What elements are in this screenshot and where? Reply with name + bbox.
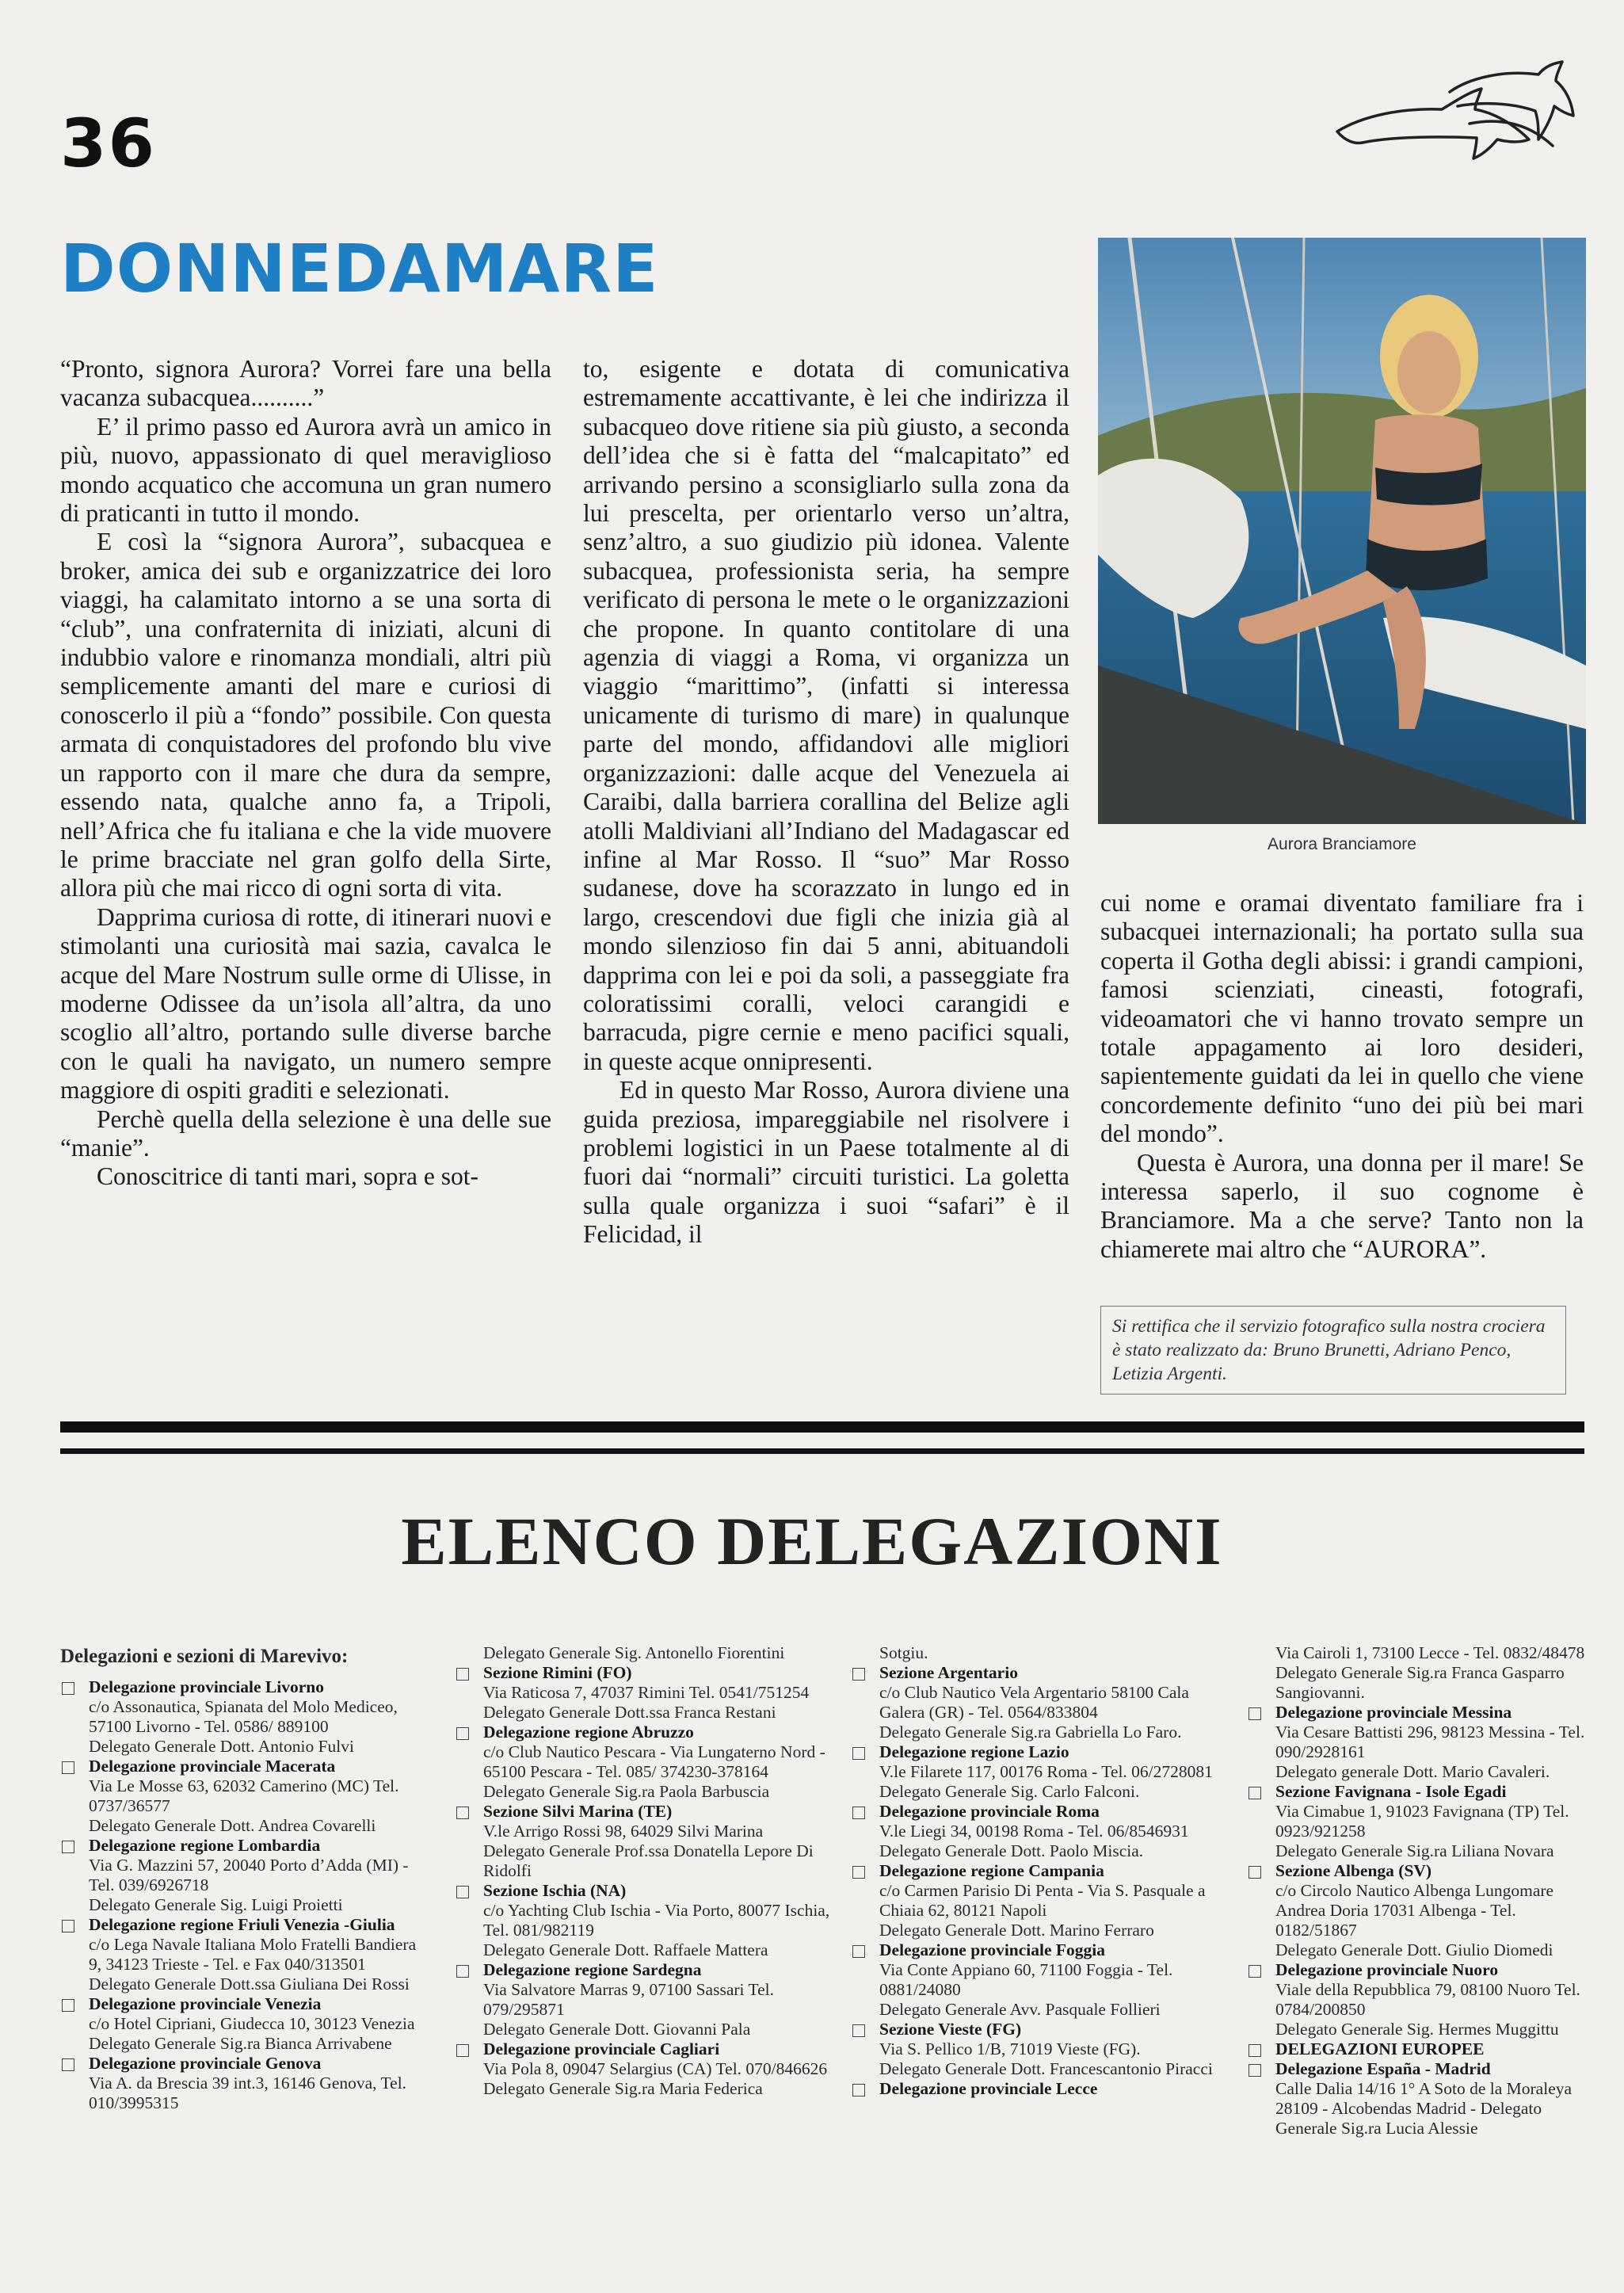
checkbox-icon (852, 1945, 865, 1958)
checkbox-icon (1248, 1787, 1261, 1799)
article-paragraph: cui nome e oramai diventato familiare fra i subacquei internazionali; ha portato sulla sua coperta il Gotha degli abissi: i grandi campioni, famosi scienziati, cineasti, fotografi, videoamatori che vi hanno trovato sempre un totale appagamento ai loro desideri, sapientemente guidati da lei in quello che viene concordemente definito “uno dei più bei mari del mondo”. (1100, 889, 1584, 1148)
delegation-title: Sezione Ischia (NA) (483, 1881, 627, 1900)
delegation-line: Delegato Generale Dott. Francescantonio Piracci (879, 2059, 1213, 2078)
checkbox-icon (1248, 1707, 1261, 1720)
dolphins-logo (1331, 60, 1576, 179)
delegation-entry (851, 1643, 1231, 1663)
delegation-line: Via Cimabue 1, 91023 Favignana (TP) Tel. 0923/921258 (1275, 1802, 1569, 1841)
delegation-title: Delegazione regione Lombardia (89, 1836, 321, 1855)
delegation-entry (851, 2079, 1231, 2099)
checkbox-icon (456, 1727, 469, 1740)
delegation-entry (455, 1643, 835, 1663)
delegation-title: Sezione Albenga (SV) (1275, 1861, 1432, 1880)
delegation-title: DELEGAZIONI EUROPEE (1275, 2039, 1485, 2058)
checkbox-icon (456, 1886, 469, 1898)
delegation-title: Sezione Rimini (FO) (483, 1663, 632, 1682)
delegation-title: Delegazione regione Lazio (879, 1742, 1069, 1761)
delegation-line: c/o Hotel Cipriani, Giudecca 10, 30123 Venezia (89, 2014, 415, 2033)
delegation-title: Delegazione provinciale Messina (1275, 1703, 1512, 1722)
delegation-line: Delegato Generale Sig.ra Franca Gasparro Sangiovanni. (1275, 1663, 1565, 1702)
article-paragraph: E così la “signora Aurora”, subacquea e broker, amica dei sub e organizzatrice dei loro viaggi, ha calamitato intorno a se una sorta di “club”, una confraternita di iniziati, alcuni di indubbio valore e rinomanza mondiali, altri più semplicemente amanti del mare e curiosi di conoscerlo il più a “fondo” possibile. Con questa armata di conquistadores del profondo blu vive un rapporto con il mare che dura da sempre, essendo nata, qualche anno fa, a Tripoli, nell’Africa che fu italiana e che la vide muovere le prime bracciate nel gran golfo della Sirte, allora più che mai ricco di ogni sorta di vita. (60, 528, 551, 902)
checkbox-icon (62, 1841, 74, 1853)
delegation-line: Delegato Generale Dott. Giulio Diomedi (1275, 1940, 1553, 1959)
delegation-line: Delegato Generale Avv. Pasquale Follieri (879, 2000, 1161, 2019)
elenco-title: ELENCO DELEGAZIONI (401, 1503, 1223, 1579)
article-column-1 (60, 355, 551, 1192)
delegation-entry (1247, 1960, 1595, 2039)
delegation-line: Delegato Generale Sig.ra Maria Federica (483, 2079, 763, 2098)
delegation-line: Via Le Mosse 63, 62032 Camerino (MC) Tel. 0737/36577 (89, 1776, 399, 1815)
delegation-line: c/o Club Nautico Vela Argentario 58100 Cala Galera (GR) - Tel. 0564/833804 (879, 1683, 1189, 1722)
delegation-entry (851, 2020, 1231, 2079)
delegation-entry (455, 2039, 835, 2099)
delegation-entry (1247, 1861, 1595, 1960)
delegation-title: Delegazione regione Friuli Venezia -Giulia (89, 1915, 395, 1934)
delegation-line: Viale della Repubblica 79, 08100 Nuoro Tel. 0784/200850 (1275, 1980, 1580, 2019)
delegation-line: c/o Lega Navale Italiana Molo Fratelli Bandiera 9, 34123 Trieste - Tel. e Fax 040/313501 (89, 1935, 417, 1974)
delegation-entry (455, 1802, 835, 1881)
delegation-line: Delegato Generale Prof.ssa Donatella Lepore Di Ridolfi (483, 1841, 814, 1880)
checkbox-icon (852, 1866, 865, 1879)
checkbox-icon (852, 2084, 865, 2097)
delegations-column-3 (851, 1643, 1231, 2099)
delegation-title: Sezione Silvi Marina (TE) (483, 1802, 673, 1821)
delegation-entry (851, 1802, 1231, 1861)
divider-thin (60, 1448, 1584, 1454)
article-paragraph: Conoscitrice di tanti mari, sopra e sot- (97, 1162, 479, 1191)
divider-thick (60, 1421, 1584, 1433)
delegation-line: Delegato Generale Sig.ra Bianca Arrivabene (89, 2034, 392, 2053)
delegation-line: c/o Assonautica, Spianata del Molo Mediceo, 57100 Livorno - Tel. 0586/ 889100 (89, 1697, 398, 1736)
checkbox-icon (1248, 1965, 1261, 1978)
delegation-entry (1247, 2039, 1595, 2059)
delegation-title: Delegazione provinciale Cagliari (483, 2039, 720, 2058)
checkbox-icon (62, 2058, 74, 2071)
delegation-line: Delegato generale Dott. Mario Cavaleri. (1275, 1762, 1550, 1781)
delegation-entry (851, 1940, 1231, 2020)
checkbox-icon (852, 1807, 865, 1819)
delegation-entry (60, 1677, 433, 1757)
delegation-title: Delegazione regione Abruzzo (483, 1723, 694, 1742)
article-paragraph: Questa è Aurora, una donna per il mare! Se interessa saperlo, il suo cognome è Branciamore. Ma a che serve? Tanto non la chiamerete mai altro che “AURORA”. (1100, 1148, 1584, 1263)
delegations-column-1 (60, 1646, 433, 2113)
article-paragraph: Perchè quella della selezione è una delle sue “manie”. (60, 1105, 551, 1162)
photo-caption: Aurora Branciamore (1268, 835, 1416, 853)
delegations-heading: Delegazioni e sezioni di Marevivo: (60, 1646, 349, 1667)
delegation-entry (60, 1994, 433, 2054)
delegation-title: Sezione Favignana - Isole Egadi (1275, 1782, 1507, 1801)
delegation-entry (455, 1663, 835, 1723)
checkbox-icon (852, 2024, 865, 2037)
delegation-line: Via Cairoli 1, 73100 Lecce - Tel. 0832/48478 (1275, 1643, 1585, 1662)
delegation-title: Sezione Argentario (879, 1663, 1018, 1682)
article-paragraph: E’ il primo passo ed Aurora avrà un amico in più, nuovo, appassionato di quel meraviglioso mondo acquatico che accomuna un gran numero di praticanti in tutto il mondo. (60, 412, 551, 528)
delegation-line: Via Pola 8, 09047 Selargius (CA) Tel. 070/846626 (483, 2059, 828, 2078)
delegation-line: c/o Club Nautico Pescara - Via Lungaterno Nord - 65100 Pescara - Tel. 085/ 374230-378164 (483, 1742, 825, 1781)
checkbox-icon (62, 1999, 74, 2012)
checkbox-icon (456, 1965, 469, 1978)
delegation-line: Delegato Generale Dott.ssa Giuliana Dei Rossi (89, 1974, 410, 1993)
delegation-entry (60, 1836, 433, 1915)
delegation-line: Delegato Generale Sig. Carlo Falconi. (879, 1782, 1140, 1801)
article-paragraph: Dapprima curiosa di rotte, di itinerari nuovi e stimolanti una curiosità mai sazia, cavalca le acque del Mare Nostrum sulle orme di Ulisse, in moderne Odissee da un’isola all’altra, da uno scoglio all’altro, portando sulle diverse barche con le quali ha navigato, un numero sempre maggiore di ospiti graditi e selezionati. (60, 902, 551, 1105)
delegation-line: Delegato Generale Sig.ra Paola Barbuscia (483, 1782, 770, 1801)
article-paragraph: “Pronto, signora Aurora? Vorrei fare una bella vacanza subacquea..........” (60, 355, 551, 412)
delegation-line: Delegato Generale Dott. Paolo Miscia. (879, 1841, 1144, 1860)
photo-aurora (1098, 238, 1586, 824)
checkbox-icon (852, 1747, 865, 1760)
delegation-title: Delegazione provinciale Livorno (89, 1677, 324, 1696)
delegation-entry (60, 1757, 433, 1836)
delegation-title: Delegazione provinciale Venezia (89, 1994, 322, 2013)
delegation-line: Delegato Generale Sig. Luigi Proietti (89, 1895, 343, 1914)
delegation-title: Sezione Vieste (FG) (879, 2020, 1022, 2039)
article-paragraph: to, esigente e dotata di comunicativa estremamente accattivante, è lei che indirizza il subacqueo dove ritiene sia più giusto, a seconda dell’idea che si è fatta del “malcapitato” ed arrivando persino a sconsigliarlo sulla zona da lui prescelta, per orientarlo verso un’altra, senz’altro, a suo giudizio più idonea. Valente subacquea, professionista seria, ha sempre verificato di persona le mete o le organizzazioni che propone. In quanto contitolare di una agenzia di viaggi a Roma, vi organizza un viaggio “marittimo”, (infatti si interessa unicamente di turismo di mare) in qualunque parte del mondo, affidandovi alle migliori organizzazioni: dalle acque del Venezuela ai Caraibi, dalla barriera corallina del Belize agli atolli Maldiviani all’Indiano del Madagascar ed infine al Mar Rosso. Il “suo” Mar Rosso sudanese, dove ha scorazzato in lungo ed in largo, crescendovi due figli che inizia già al mondo silenzioso fin dai 5 anni, abituandoli dapprima con lei e poi da soli, a passeggiate fra coloratissimi coralli, veloci carangidi e barracuda, pigre cernie e meno pacifici squali, in queste acque onnipresenti. (583, 355, 1069, 1075)
checkbox-icon (456, 1807, 469, 1819)
delegation-line: Delegato Generale Dott. Antonio Fulvi (89, 1737, 354, 1756)
article-column-2 (583, 355, 1069, 1250)
delegation-line: c/o Yachting Club Ischia - Via Porto, 80077 Ischia, Tel. 081/982119 (483, 1901, 830, 1940)
delegation-line: V.le Filarete 117, 00176 Roma - Tel. 06/2728081 (879, 1762, 1213, 1781)
delegation-title: Delegazione regione Campania (879, 1861, 1104, 1880)
checkbox-icon (456, 2044, 469, 2057)
delegation-line: Delegato Generale Sig. Hermes Muggittu (1275, 2020, 1559, 2039)
delegation-line: Delegato Generale Dott. Marino Ferraro (879, 1921, 1154, 1940)
article-column-3 (1100, 889, 1584, 1264)
checkbox-icon (1248, 2064, 1261, 2077)
delegation-line: Via G. Mazzini 57, 20040 Porto d’Adda (MI) - Tel. 039/6926718 (89, 1856, 409, 1894)
delegation-line: Via Raticosa 7, 47037 Rimini Tel. 0541/751254 (483, 1683, 810, 1702)
delegation-title: Delegazione provinciale Macerata (89, 1757, 336, 1776)
delegation-entry (851, 1663, 1231, 1742)
delegations-column-4 (1247, 1643, 1595, 2138)
delegation-line: Delegato Generale Sig. Antonello Fiorentini (483, 1643, 785, 1662)
delegation-title: Delegazione regione Sardegna (483, 1960, 702, 1979)
delegation-line: Delegato Generale Dott. Raffaele Mattera (483, 1940, 768, 1959)
delegation-entry (60, 1915, 433, 1994)
delegation-line: Via Salvatore Marras 9, 07100 Sassari Tel. 079/295871 (483, 1980, 775, 2019)
delegation-line: Delegato Generale Dott. Giovanni Pala (483, 2020, 751, 2039)
delegation-line: V.le Liegi 34, 00198 Roma - Tel. 06/8546931 (879, 1822, 1189, 1841)
delegation-line: Calle Dalia 14/16 1° A Soto de la Moraleya 28109 - Alcobendas Madrid - Delegato Generale Sig.ra Lucia Alessie (1275, 2079, 1573, 2138)
correction-note: Si rettifica che il servizio fotografico sulla nostra crociera è stato realizzato da: Bruno Brunetti, Adriano Penco, Letizia Argenti. (1100, 1306, 1566, 1394)
delegation-title: Delegazione provinciale Genova (89, 2054, 322, 2073)
delegation-line: Via S. Pellico 1/B, 71019 Vieste (FG). (879, 2039, 1141, 2058)
delegation-line: Via A. da Brescia 39 int.3, 16146 Genova, Tel. 010/3995315 (89, 2074, 407, 2112)
checkbox-icon (1248, 2044, 1261, 2057)
delegation-line: Delegato Generale Dott. Andrea Covarelli (89, 1816, 376, 1835)
delegation-entry (1247, 2059, 1595, 2138)
delegation-entry (455, 1723, 835, 1802)
delegation-title: Delegazione España - Madrid (1275, 2059, 1491, 2078)
delegation-line: Delegato Generale Sig.ra Liliana Novara (1275, 1841, 1554, 1860)
delegation-line: Delegato Generale Sig.ra Gabriella Lo Faro. (879, 1723, 1182, 1742)
delegation-line: V.le Arrigo Rossi 98, 64029 Silvi Marina (483, 1822, 764, 1841)
checkbox-icon (852, 1668, 865, 1681)
delegation-entry (60, 2054, 433, 2113)
delegation-entry (851, 1861, 1231, 1940)
delegations-column-2 (455, 1643, 835, 2099)
checkbox-icon (62, 1682, 74, 1695)
delegation-entry (455, 1960, 835, 2039)
delegation-title: Delegazione provinciale Roma (879, 1802, 1100, 1821)
checkbox-icon (1248, 1866, 1261, 1879)
delegation-line: c/o Circolo Nautico Albenga Lungomare Andrea Doria 17031 Albenga - Tel. 0182/51867 (1275, 1881, 1554, 1940)
delegation-title: Delegazione provinciale Foggia (879, 1940, 1106, 1959)
delegation-title: Delegazione provinciale Nuoro (1275, 1960, 1499, 1979)
checkbox-icon (456, 1668, 469, 1681)
delegation-entry (455, 1881, 835, 1960)
delegation-line: Delegato Generale Dott.ssa Franca Restani (483, 1703, 776, 1722)
delegation-entry (1247, 1643, 1595, 1703)
delegation-entry (851, 1742, 1231, 1802)
delegation-line: c/o Carmen Parisio Di Penta - Via S. Pasquale a Chiaia 62, 80121 Napoli (879, 1881, 1206, 1920)
delegation-line: Via Conte Appiano 60, 71100 Foggia - Tel. 0881/24080 (879, 1960, 1173, 1999)
page-number: 36 (60, 105, 156, 182)
article-paragraph: Ed in questo Mar Rosso, Aurora diviene una guida preziosa, impareggiabile nel risolvere i problemi logistici in un Paese totalmente al di fuori dai “normali” circuiti turistici. La goletta sulla quale organizza i suoi “safari” è il Felicidad, il (583, 1076, 1069, 1249)
delegation-entry (1247, 1703, 1595, 1782)
checkbox-icon (62, 1920, 74, 1932)
delegation-title: Delegazione provinciale Lecce (879, 2079, 1098, 2098)
delegation-line: Via Cesare Battisti 296, 98123 Messina - Tel. 090/2928161 (1275, 1723, 1585, 1761)
delegation-line: Sotgiu. (879, 1643, 928, 1662)
headline: DONNEDAMARE (60, 230, 659, 307)
delegation-entry (1247, 1782, 1595, 1861)
checkbox-icon (62, 1761, 74, 1774)
